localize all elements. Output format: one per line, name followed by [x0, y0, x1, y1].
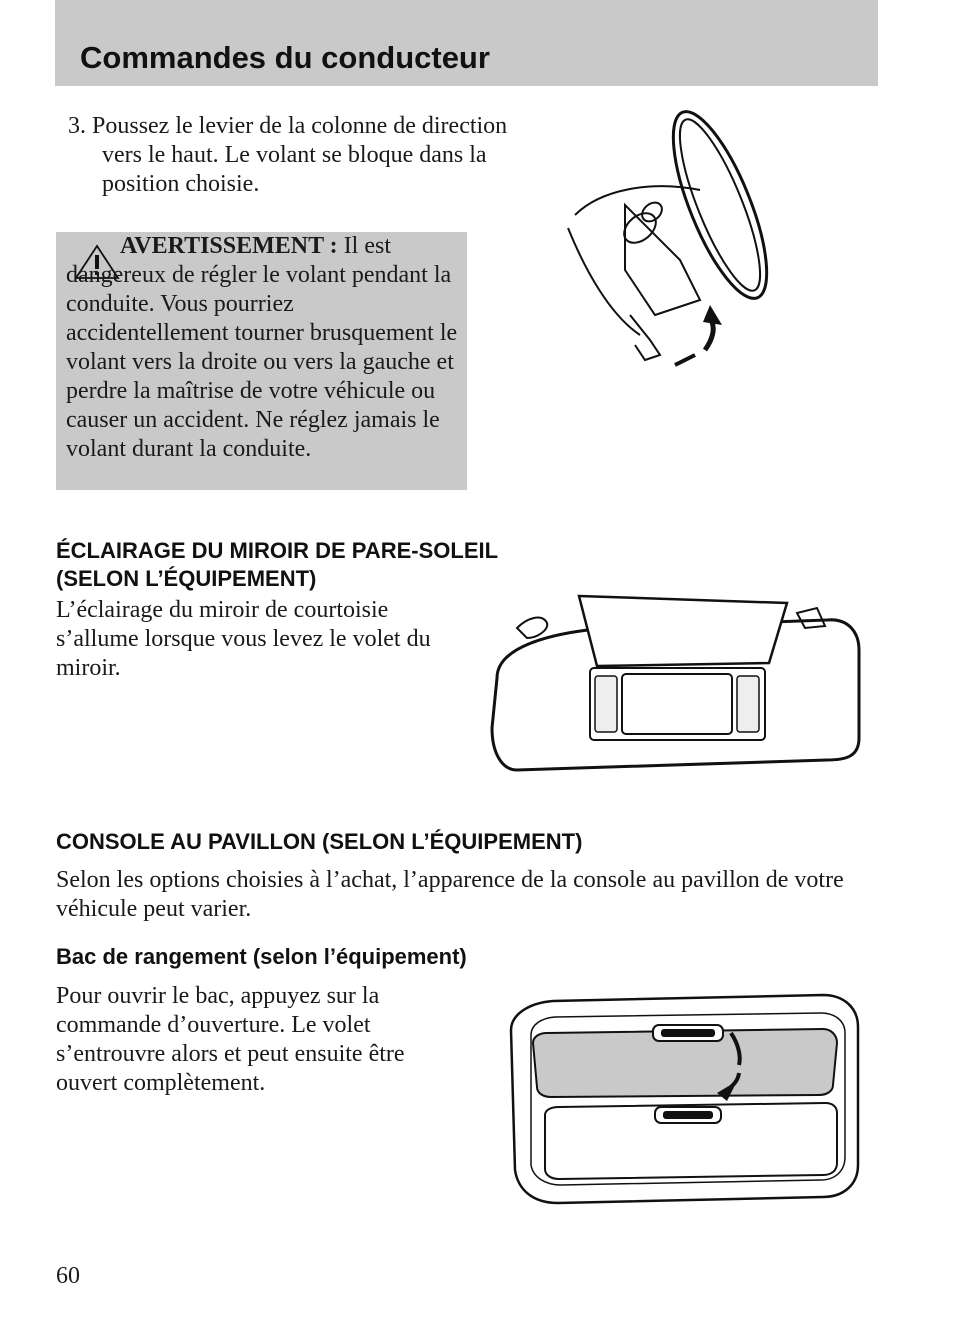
sun-visor-illustration [487, 588, 865, 778]
overhead-console-illustration [503, 985, 865, 1210]
sunvisor-heading-line1: ÉCLAIRAGE DU MIROIR DE PARE-SOLEIL [56, 538, 499, 563]
storage-heading: Bac de rangement (selon l’équipement) [56, 944, 467, 969]
page-number: 60 [56, 1263, 80, 1289]
storage-text: Pour ouvrir le bac, appuyez sur la commande d’ouverture. Le volet s’entrouvre alors et peut ensuite être ouvert complètement. [56, 983, 405, 1096]
warning-text [66, 232, 462, 464]
warning-body: Il est dangereux de régler le volant pendant la conduite. Vous pourriez accidentellement tourner brusquement le volant vers la droite ou vers la gauche et perdre la maîtrise de votre véhicule ou causer un accident. Ne réglez jamais le volant durant la conduite. [66, 233, 458, 462]
sunvisor-text: L’éclairage du miroir de courtoisie s’allume lorsque vous levez le volet du miroir. [56, 597, 431, 681]
console-text: Selon les options choisies à l’achat, l’apparence de la console au pavillon de votre véhicule peut varier. [56, 867, 844, 922]
page-title: Commandes du conducteur [80, 40, 490, 75]
step-3-text: 3. Poussez le levier de la colonne de direction vers le haut. Le volant se bloque dans la position choisie. [68, 113, 508, 197]
warning-label: AVERTISSEMENT : [120, 233, 338, 259]
sunvisor-heading-line2: (SELON L’ÉQUIPEMENT) [56, 566, 317, 591]
console-heading: CONSOLE AU PAVILLON (SELON L’ÉQUIPEMENT) [56, 829, 583, 854]
steering-column-illustration [560, 110, 810, 380]
